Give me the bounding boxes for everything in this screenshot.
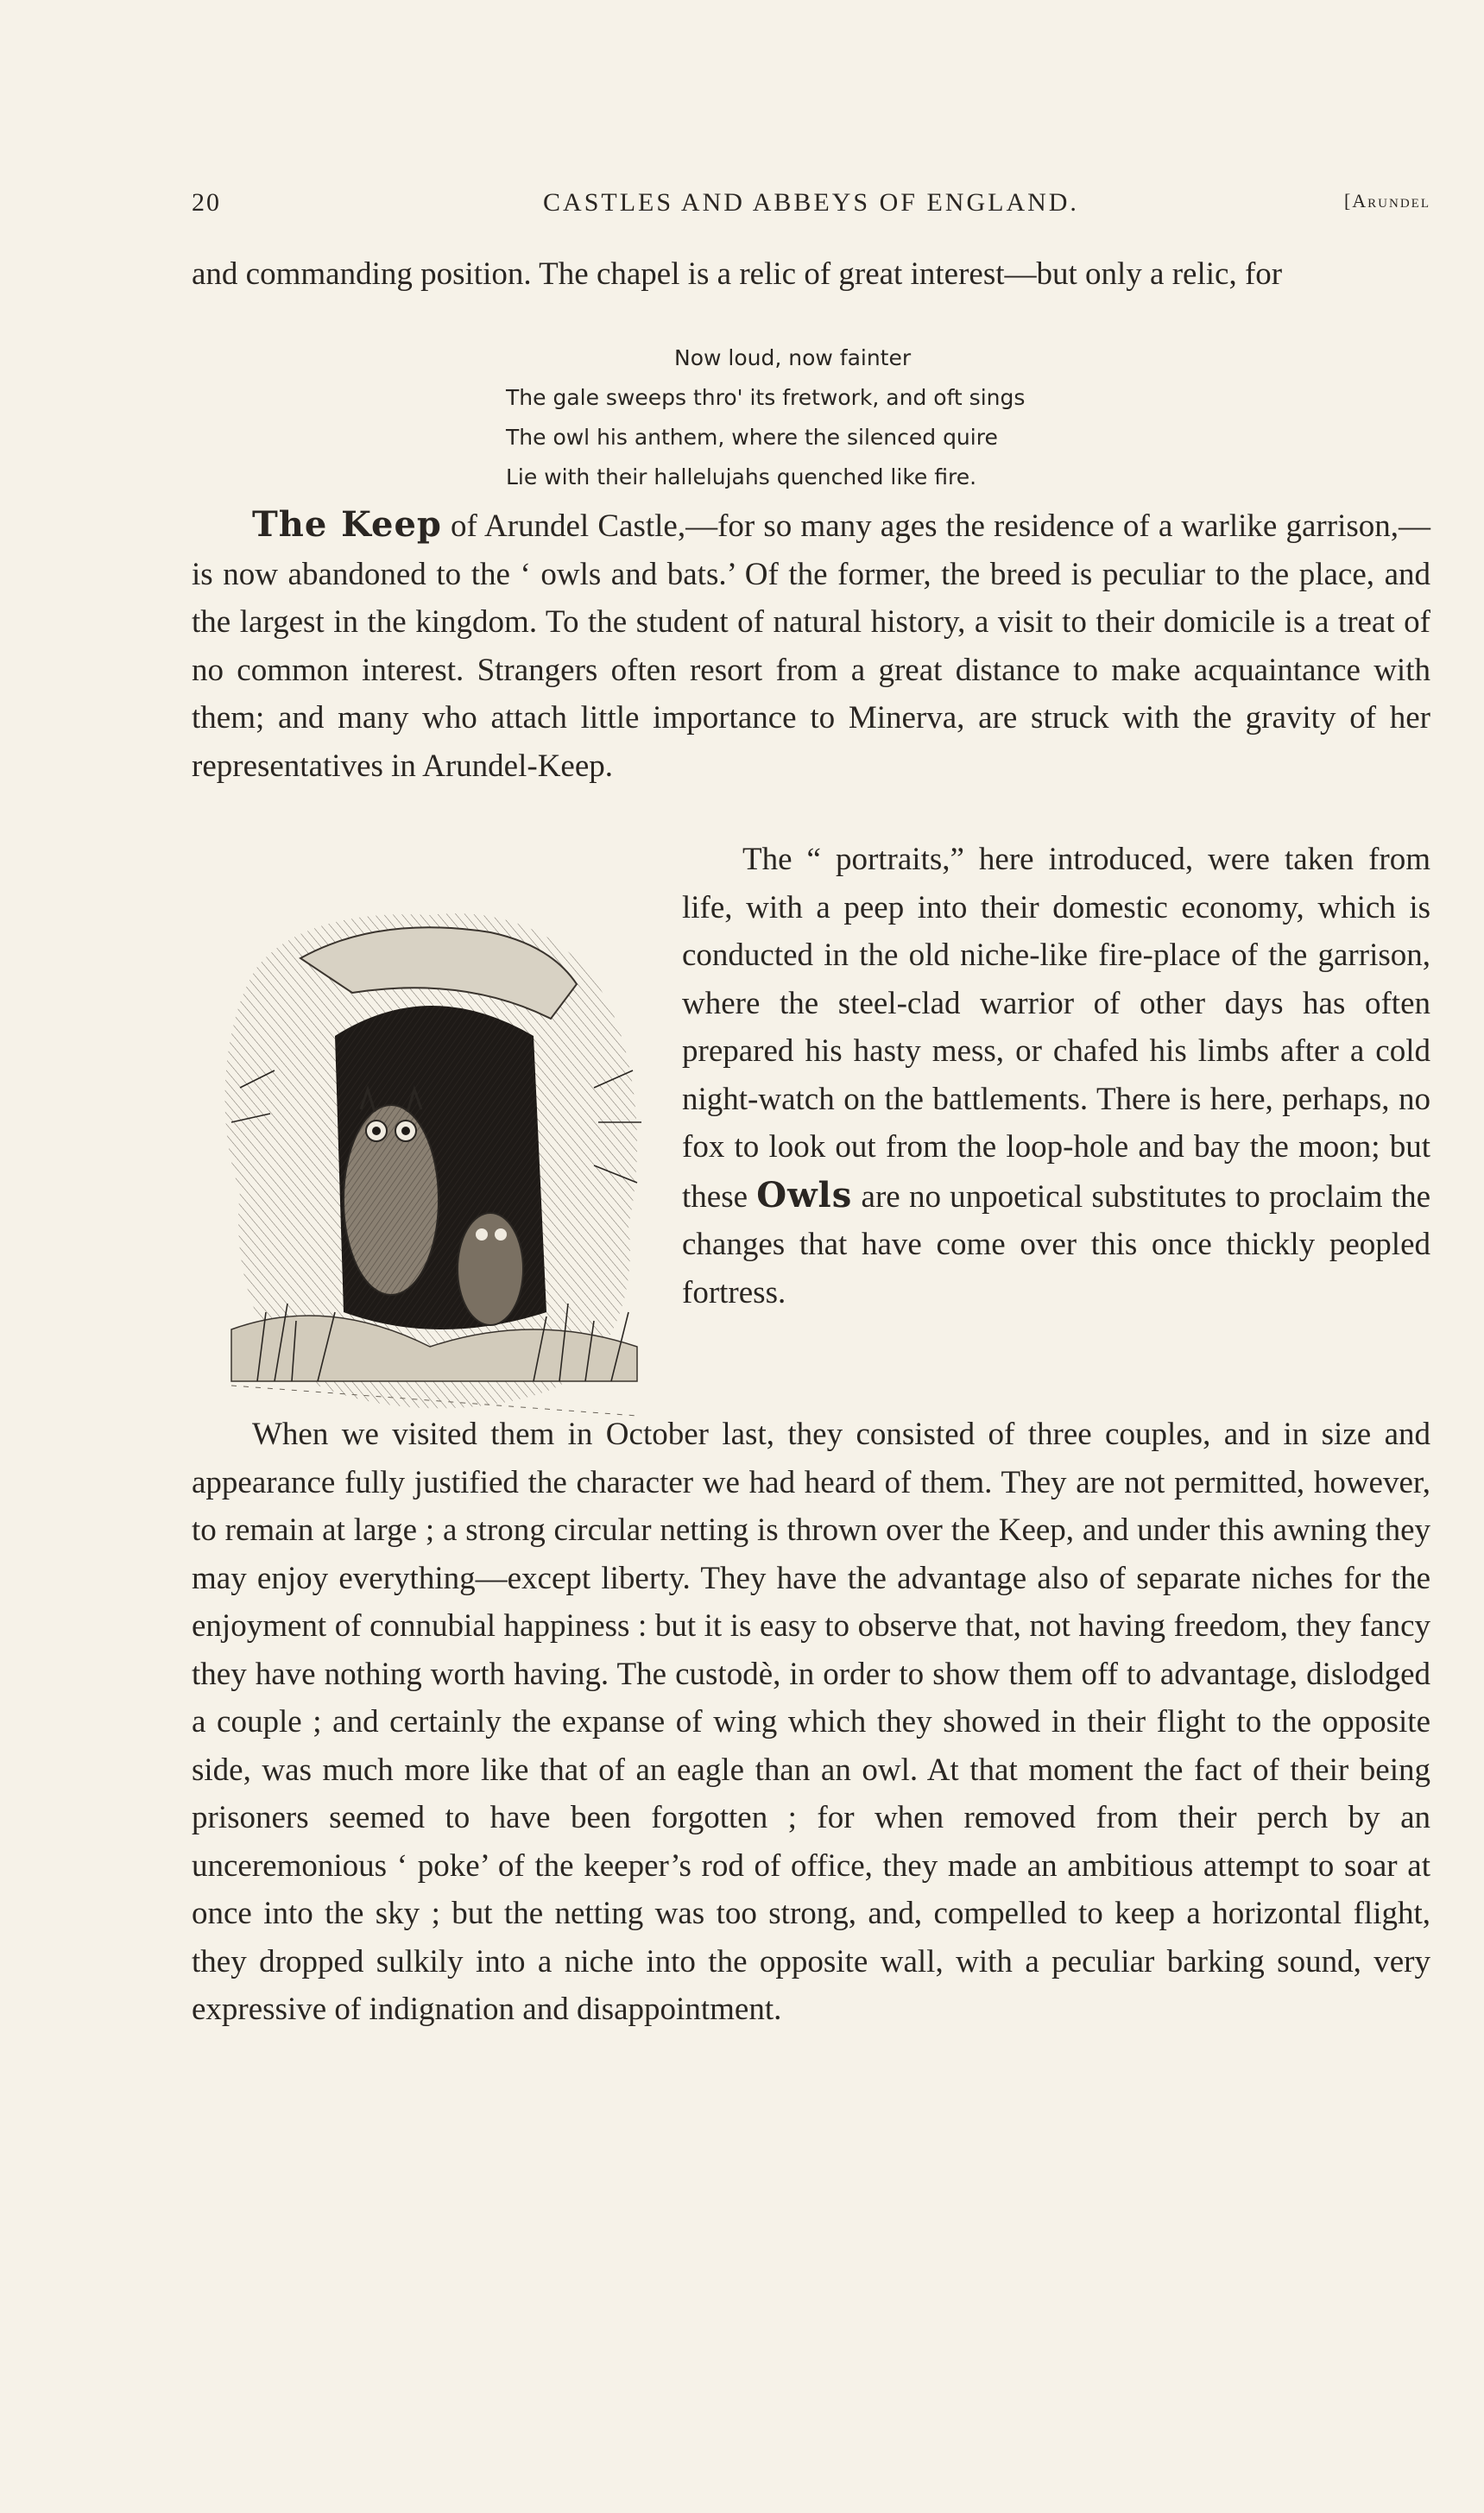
paragraph-2-body: of Arundel Castle,—for so many ages the residence of a warlike garrison,—is now abandoned to the ‘ owls and bats.’ Of the former, the breed is peculiar to the place, and the largest in the kingdom. To the student of natural history, a visit to their domicile is a treat of no common interest. Strangers often resort from a great distance to make acquaintance with them; and many who attach little importance to Minerva, are struck with the gravity of her representatives in Arundel-Keep. xyxy=(192,508,1430,784)
paragraph-2 xyxy=(192,501,1430,790)
verse-quote xyxy=(506,338,1025,497)
page-number: 20 xyxy=(192,188,221,217)
section-tag: [Arundel xyxy=(1343,190,1430,212)
owls-illustration-icon xyxy=(205,863,654,1442)
owls-engraving xyxy=(205,863,654,1442)
paragraph-3 xyxy=(682,836,1430,1316)
verse-line: Lie with their hallelujahs quenched like fire. xyxy=(506,464,977,489)
paragraph-3-body-end: are no unpoetical substitutes to proclaim the changes that have come over this once thickly peopled fortress. xyxy=(682,1178,1431,1310)
verse-line: The gale sweeps thro' its fretwork, and oft sings xyxy=(506,385,1026,410)
running-head xyxy=(192,188,1430,223)
paragraph-4: When we visited them in October last, they consisted of three couples, and in size and appearance fully justified the character we had heard of them. They are not permitted, however, to remain at large ; a strong circular netting is thrown over the Keep, and under this awning they may enjoy everything—except liberty. They have the advantage also of separate niches for the enjoyment of connubial happiness : but it is easy to observe that, not having freedom, they fancy they have nothing worth having. The custodè, in order to show them off to advantage, dislodged a couple ; and certainly the expanse of wing which they showed in their flight to the opposite side, was much more like that of an eagle than an owl. At that moment the fact of their being prisoners seemed to have been forgotten ; for when removed from their perch by an unceremonious ‘ poke’ of the keeper’s rod of office, they made an ambitious attempt to soar at once into the sky ; but the netting was too strong, and, compelled to keep a horizontal flight, they dropped sulkily into a niche into the opposite wall, with a peculiar barking sound, very expressive of indignation and disappointment. xyxy=(192,1417,1430,2027)
paragraph-lead-words: The Keep xyxy=(252,504,442,545)
verse-line: Now loud, now fainter xyxy=(674,345,912,370)
verse-line: The owl his anthem, where the silenced quire xyxy=(506,425,998,450)
paragraph-3-body-start: The “ portraits,” here introduced, were taken from life, with a peep into their domestic economy, which is conducted in the old niche-like fire-place of the garrison, where the steel-clad warrior of other days has often prepared his hasty mess, or chafed his limbs after a cold night-watch on the battlements. There is here, perhaps, no fox to look out from the loop-hole and bay the moon; but these xyxy=(682,842,1430,1215)
owls-blackletter-word: Owls xyxy=(756,1174,853,1215)
paragraph-1: and commanding position. The chapel is a relic of great interest—but only a relic, for xyxy=(192,256,1283,292)
running-title: CASTLES AND ABBEYS OF ENGLAND. xyxy=(543,188,1079,217)
